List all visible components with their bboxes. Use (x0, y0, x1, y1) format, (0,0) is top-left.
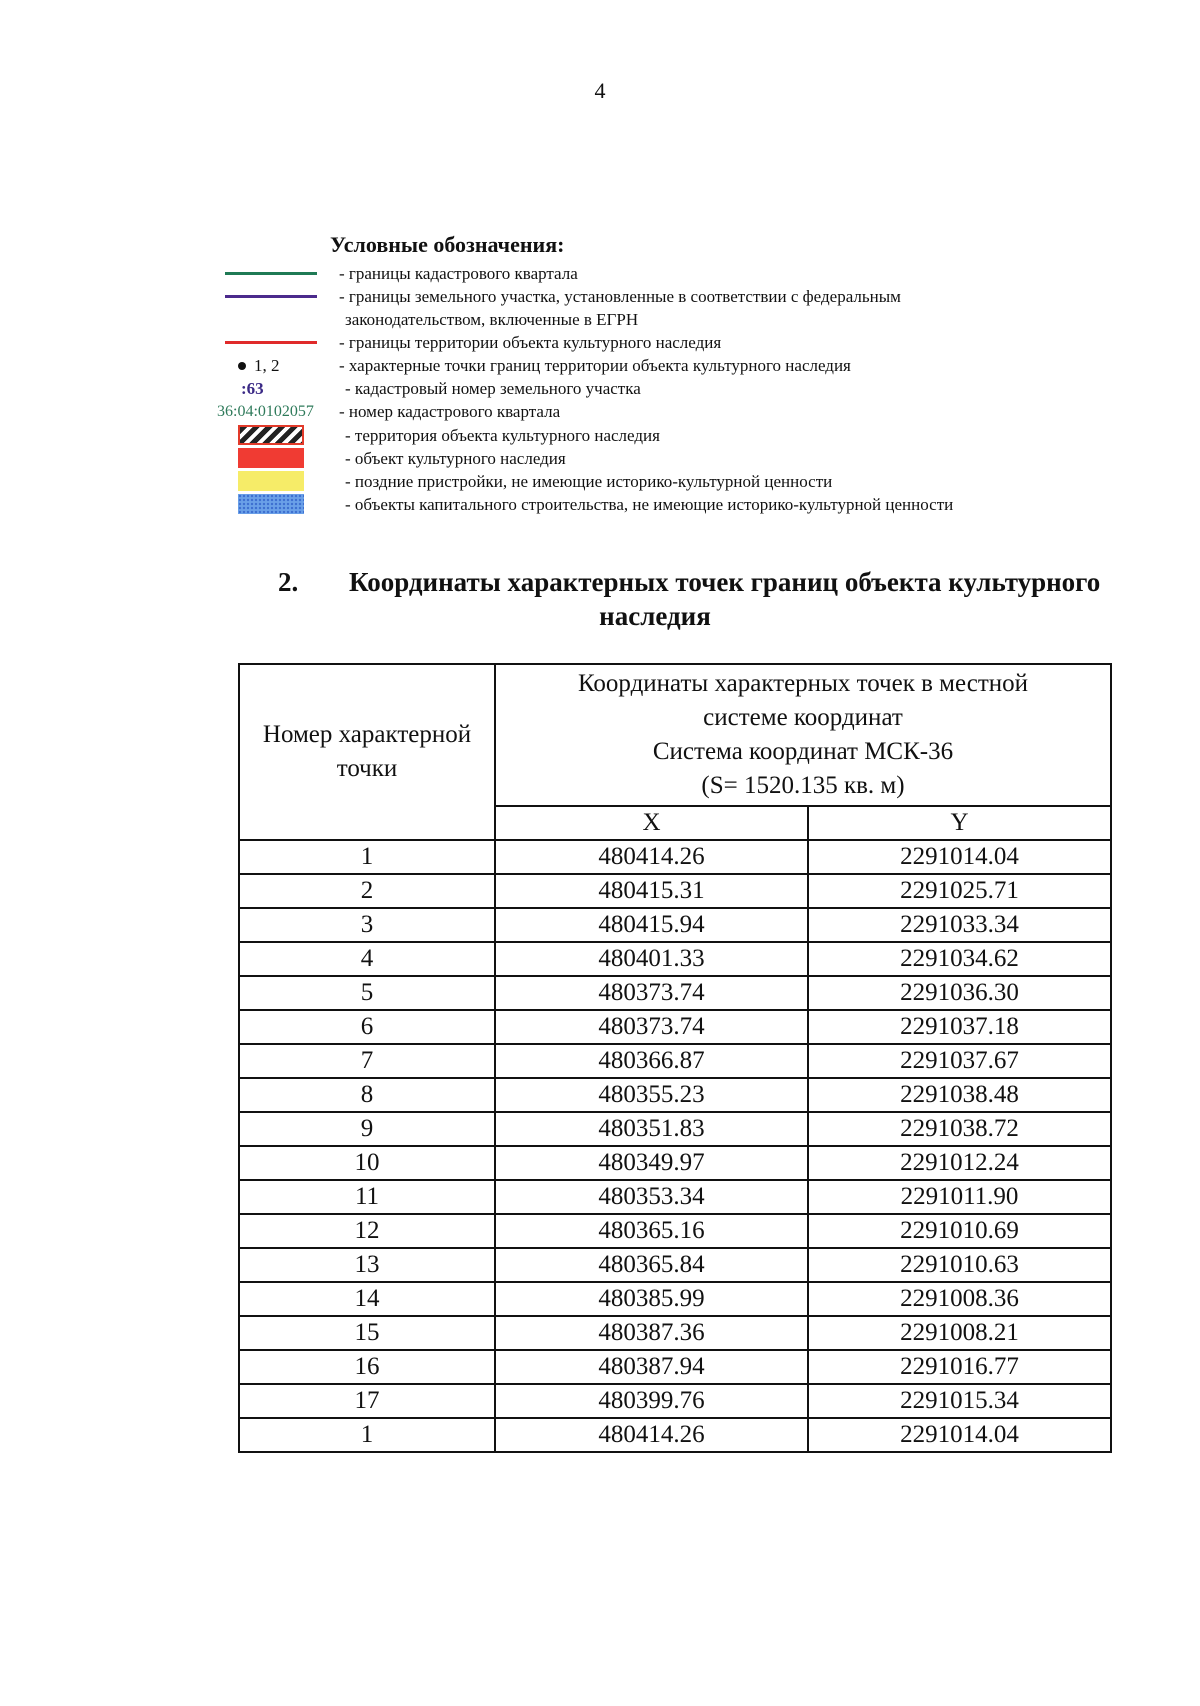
coordinates-header-line: Система координат МСК-36 (652, 738, 954, 765)
legend-text: - объекты капитального строительства, не имеющие историко-культурной ценности (345, 495, 954, 514)
section-title-continued: наследия (599, 601, 711, 631)
legend-item-parcel-boundary (205, 285, 1105, 308)
table-row (239, 840, 1111, 874)
y-coordinate-cell: 2291014.04 (808, 1418, 1111, 1452)
x-coordinate-cell: 480353.34 (495, 1180, 808, 1214)
table-row (239, 1248, 1111, 1282)
point-number-cell: 8 (239, 1078, 495, 1112)
quarter-boundary-line-symbol (205, 262, 317, 285)
x-column-header: X (495, 806, 808, 840)
table-row (239, 942, 1111, 976)
x-coordinate-cell: 480385.99 (495, 1282, 808, 1316)
red-line-icon (225, 341, 317, 344)
y-coordinate-cell: 2291036.30 (808, 976, 1111, 1010)
legend-item-late-extensions (205, 470, 1105, 493)
capital-objects-symbol (205, 493, 317, 516)
table-row (239, 976, 1111, 1010)
x-coordinate-cell: 480365.16 (495, 1214, 808, 1248)
legend-item-quarter-number (205, 400, 1105, 423)
table-row (239, 1112, 1111, 1146)
table-row (239, 1350, 1111, 1384)
y-coordinate-cell: 2291037.18 (808, 1010, 1111, 1044)
legend-text: - поздние пристройки, не имеющие историко-культурной ценности (345, 472, 833, 491)
point-number-cell: 12 (239, 1214, 495, 1248)
table-row (239, 1214, 1111, 1248)
legend-text: - территория объекта культурного наследия (345, 426, 660, 445)
point-number-cell: 1 (239, 840, 495, 874)
table-row (239, 908, 1111, 942)
y-coordinate-cell: 2291025.71 (808, 874, 1111, 908)
point-number-cell: 2 (239, 874, 495, 908)
point-label: 1, 2 (254, 356, 280, 375)
x-coordinate-cell: 480373.74 (495, 1010, 808, 1044)
coordinates-table (238, 663, 1112, 1453)
y-coordinate-cell: 2291014.04 (808, 840, 1111, 874)
x-coordinate-cell: 480399.76 (495, 1384, 808, 1418)
point-number-cell: 17 (239, 1384, 495, 1418)
legend-text: - характерные точки границ территории объекта культурного наследия (339, 356, 851, 375)
y-coordinate-cell: 2291033.34 (808, 908, 1111, 942)
y-coordinate-cell: 2291008.21 (808, 1316, 1111, 1350)
point-number-header (239, 664, 495, 840)
point-number-cell: 13 (239, 1248, 495, 1282)
quarter-number-symbol (205, 400, 317, 423)
coordinates-header-line: Координаты характерных точек в местной (577, 670, 1028, 697)
y-coordinate-cell: 2291010.63 (808, 1248, 1111, 1282)
legend-text: - границы территории объекта культурного наследия (339, 333, 722, 352)
y-coordinate-cell: 2291015.34 (808, 1384, 1111, 1418)
legend-item-boundary-points (205, 354, 1105, 377)
legend-text: - объект культурного наследия (345, 449, 566, 468)
point-number-header-text: Номер характерной точки (262, 721, 472, 782)
purple-line-icon (225, 295, 317, 298)
section-number: 2. (278, 567, 299, 597)
x-coordinate-cell: 480366.87 (495, 1044, 808, 1078)
table-row (239, 1078, 1111, 1112)
quarter-number-sample: 36:04:0102057 (217, 403, 314, 420)
x-coordinate-cell: 480351.83 (495, 1112, 808, 1146)
late-extensions-symbol (205, 470, 317, 493)
legend-item-parcel-boundary-continued (205, 308, 1105, 331)
x-coordinate-cell: 480401.33 (495, 942, 808, 976)
x-coordinate-cell: 480373.74 (495, 976, 808, 1010)
x-coordinate-cell: 480415.31 (495, 874, 808, 908)
y-coordinate-cell: 2291011.90 (808, 1180, 1111, 1214)
x-coordinate-cell: 480387.94 (495, 1350, 808, 1384)
coordinates-header-line: (S= 1520.135 кв. м) (701, 772, 905, 799)
point-number-cell: 9 (239, 1112, 495, 1146)
table-row (239, 1044, 1111, 1078)
table-row (239, 1418, 1111, 1452)
point-number-cell: 7 (239, 1044, 495, 1078)
legend-text: законодательством, включенные в ЕГРН (345, 310, 639, 329)
table-row (239, 1384, 1111, 1418)
y-coordinate-cell: 2291038.48 (808, 1078, 1111, 1112)
y-column-header: Y (808, 806, 1111, 840)
x-coordinate-cell: 480387.36 (495, 1316, 808, 1350)
red-swatch-icon (238, 448, 304, 468)
hatched-swatch-icon (238, 425, 304, 445)
table-row (239, 874, 1111, 908)
point-number-cell: 15 (239, 1316, 495, 1350)
legend-item-quarter-boundary (205, 262, 1105, 285)
legend-text: - кадастровый номер земельного участка (345, 379, 641, 398)
legend-text: - границы кадастрового квартала (339, 264, 578, 283)
y-coordinate-cell: 2291034.62 (808, 942, 1111, 976)
heritage-territory-symbol (205, 424, 317, 447)
parcel-number-symbol (205, 377, 317, 400)
table-row (239, 1282, 1111, 1316)
point-number-cell: 14 (239, 1282, 495, 1316)
x-coordinate-cell: 480349.97 (495, 1146, 808, 1180)
coordinates-table-body (239, 840, 1111, 1452)
blue-dotted-swatch-icon (238, 494, 304, 514)
point-dot-icon (238, 362, 246, 370)
coordinates-header-line: системе координат (703, 704, 903, 731)
point-number-cell: 11 (239, 1180, 495, 1214)
y-coordinate-cell: 2291010.69 (808, 1214, 1111, 1248)
point-number-cell: 1 (239, 1418, 495, 1452)
legend-item-heritage-territory (205, 424, 1105, 447)
legend-item-heritage-object (205, 447, 1105, 470)
parcel-number-sample: :63 (241, 379, 264, 398)
x-coordinate-cell: 480414.26 (495, 840, 808, 874)
heritage-object-symbol (205, 447, 317, 470)
y-coordinate-cell: 2291008.36 (808, 1282, 1111, 1316)
point-number-cell: 4 (239, 942, 495, 976)
x-coordinate-cell: 480365.84 (495, 1248, 808, 1282)
legend-item-capital-objects (205, 493, 1105, 516)
point-number-cell: 10 (239, 1146, 495, 1180)
y-coordinate-cell: 2291016.77 (808, 1350, 1111, 1384)
section-title: Координаты характерных точек границ объекта культурного (349, 567, 1101, 597)
heritage-boundary-line-symbol (205, 331, 317, 354)
table-row (239, 1180, 1111, 1214)
x-coordinate-cell: 480355.23 (495, 1078, 808, 1112)
y-coordinate-cell: 2291038.72 (808, 1112, 1111, 1146)
boundary-point-symbol (205, 354, 317, 377)
point-number-cell: 16 (239, 1350, 495, 1384)
legend-text: - границы земельного участка, установленные в соответствии с федеральным (339, 287, 901, 306)
table-row (239, 1010, 1111, 1044)
legend-item-heritage-boundary (205, 331, 1105, 354)
coordinates-header (495, 664, 1111, 806)
table-row (239, 1146, 1111, 1180)
page-number: 4 (594, 78, 606, 103)
point-number-cell: 3 (239, 908, 495, 942)
legend-text: - номер кадастрового квартала (339, 402, 561, 421)
parcel-boundary-line-symbol (205, 285, 317, 308)
legend-item-parcel-number (205, 377, 1105, 400)
point-number-cell: 6 (239, 1010, 495, 1044)
yellow-swatch-icon (238, 471, 304, 491)
legend-title: Условные обозначения: (330, 232, 565, 257)
x-coordinate-cell: 480414.26 (495, 1418, 808, 1452)
green-line-icon (225, 272, 317, 275)
y-coordinate-cell: 2291012.24 (808, 1146, 1111, 1180)
table-row (239, 1316, 1111, 1350)
y-coordinate-cell: 2291037.67 (808, 1044, 1111, 1078)
x-coordinate-cell: 480415.94 (495, 908, 808, 942)
point-number-cell: 5 (239, 976, 495, 1010)
